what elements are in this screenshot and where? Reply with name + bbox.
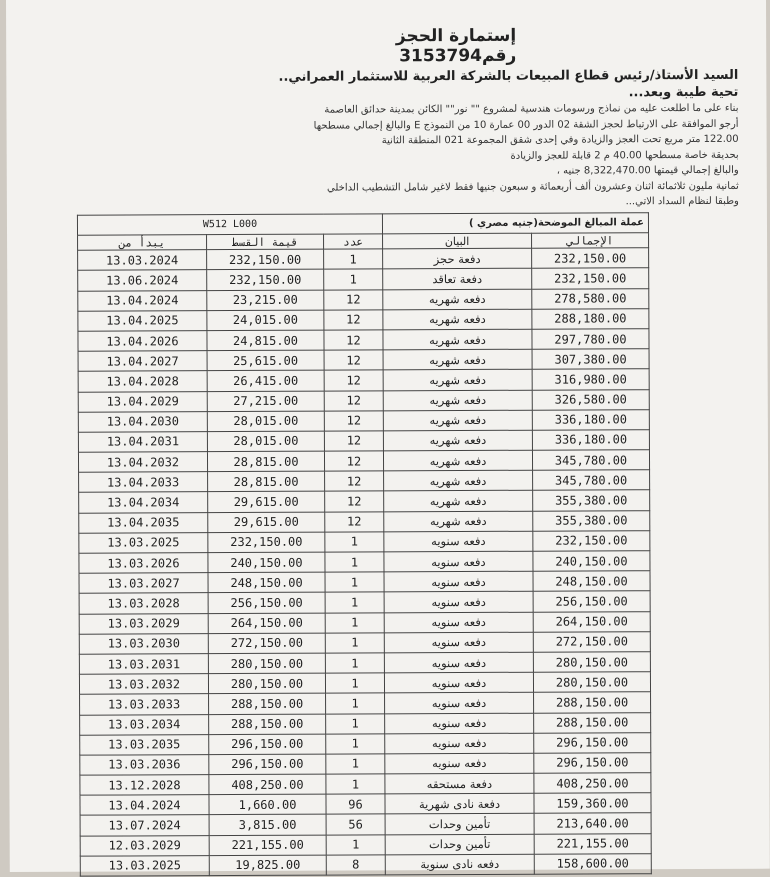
- cell-statement: دفعه سنويه: [384, 531, 533, 552]
- cell-count: 12: [324, 310, 383, 330]
- cell-total: 158,600.00: [534, 854, 651, 875]
- cell-start-date: 13.04.2027: [78, 351, 207, 372]
- cell-installment: 408,250.00: [209, 774, 326, 795]
- cell-start-date: 13.04.2032: [78, 452, 207, 473]
- letter-line: أرجو الموافقة على الارتباط لحجز الشقة 02 الدور 00 عمارة 10 من النموذج E والبالغ إجمالي مسطحها: [313, 118, 739, 132]
- table-row: [79, 531, 650, 554]
- cell-statement: دفعه شهريه: [383, 329, 532, 350]
- cell-statement: دفعه شهريه: [383, 410, 532, 431]
- cell-count: 12: [324, 370, 383, 390]
- cell-total: 307,380.00: [532, 349, 649, 370]
- cell-start-date: 13.03.2027: [79, 573, 208, 594]
- table-row: [78, 288, 649, 311]
- cell-installment: 24,815.00: [207, 330, 324, 351]
- letter-paragraph: [58, 101, 738, 212]
- table-row: [80, 813, 651, 836]
- cell-statement: دفعه سنويه: [385, 733, 534, 754]
- cell-statement: دفعه سنويه: [384, 652, 533, 673]
- table-row: [80, 793, 651, 816]
- cell-statement: دفعه سنويه: [384, 612, 533, 633]
- cell-start-date: 13.03.2032: [79, 674, 208, 695]
- cell-statement: دفعه شهريه: [383, 430, 532, 451]
- cell-total: 159,360.00: [534, 793, 651, 814]
- table-row: [80, 732, 651, 755]
- cell-total: 288,150.00: [534, 712, 651, 733]
- table-row: [78, 430, 649, 453]
- cell-count: 1: [325, 572, 384, 592]
- cell-count: 1: [324, 249, 383, 269]
- cell-installment: 24,015.00: [207, 310, 324, 331]
- table-row: [80, 854, 651, 877]
- cell-installment: 27,215.00: [207, 391, 324, 412]
- salutation-greeting: تحية طيبة وبعد...: [628, 84, 739, 101]
- cell-total: 288,150.00: [534, 692, 651, 713]
- cell-statement: دفعه شهريه: [384, 470, 533, 491]
- cell-total: 248,150.00: [533, 571, 650, 592]
- table-row: [79, 571, 650, 594]
- cell-installment: 3,815.00: [209, 815, 326, 836]
- table-row: [78, 268, 649, 291]
- cell-start-date: 13.03.2026: [79, 553, 208, 574]
- table-row: [79, 611, 650, 634]
- table-row: [79, 551, 650, 574]
- header-installment: قيمة القسط: [207, 234, 324, 250]
- cell-start-date: 13.04.2031: [78, 432, 207, 453]
- cell-statement: دفعه سنويه: [384, 672, 533, 693]
- letter-body: [58, 67, 739, 212]
- cell-total: 256,150.00: [533, 591, 650, 612]
- cell-count: 1: [325, 612, 384, 632]
- cell-statement: دفعه شهريه: [383, 349, 532, 370]
- cell-installment: 296,150.00: [209, 754, 326, 775]
- cell-statement: دفعة مستحقه: [385, 773, 534, 794]
- cell-total: 345,780.00: [532, 450, 649, 471]
- cell-installment: 1,660.00: [209, 794, 326, 815]
- cell-start-date: 12.03.2029: [80, 835, 209, 856]
- cell-count: 12: [324, 451, 383, 471]
- cell-installment: 28,015.00: [207, 411, 324, 432]
- cell-installment: 29,615.00: [208, 512, 325, 533]
- cell-statement: دفعه شهريه: [384, 511, 533, 532]
- cell-total: 408,250.00: [534, 773, 651, 794]
- cell-statement: دفعة حجز: [383, 248, 532, 269]
- cell-count: 12: [324, 350, 383, 370]
- currency-label: عملة المبالغ الموضحة(جنيه مصري ): [382, 213, 648, 234]
- table-row: [79, 631, 650, 654]
- cell-statement: دفعه سنويه: [384, 592, 533, 613]
- reservation-form-page: [6, 0, 770, 872]
- cell-statement: دفعه سنويه: [385, 753, 534, 774]
- cell-total: 288,180.00: [532, 308, 649, 329]
- salutation-recipient: السيد الأستاذ/رئيس قطاع المبيعات بالشركة العربية للاستثمار العمراني..: [278, 67, 739, 85]
- cell-statement: دفعه شهريه: [383, 289, 532, 310]
- cell-start-date: 13.04.2030: [78, 411, 207, 432]
- cell-statement: تأمين وحدات: [385, 834, 534, 855]
- cell-statement: دفعه شهريه: [384, 491, 533, 512]
- table-row: [79, 470, 650, 493]
- cell-statement: دفعه سنويه: [385, 693, 534, 714]
- header-total: الإجمالي: [532, 233, 649, 249]
- letter-line: والبالغ إجمالي قيمتها 8,322,470.00 جنيه ،: [556, 164, 739, 177]
- cell-count: 12: [324, 289, 383, 309]
- cell-start-date: 13.03.2031: [79, 654, 208, 675]
- cell-count: 12: [324, 330, 383, 350]
- cell-start-date: 13.04.2024: [80, 795, 209, 816]
- cell-count: 1: [326, 754, 385, 774]
- cell-start-date: 13.03.2034: [80, 714, 209, 735]
- cell-statement: تأمين وحدات: [385, 814, 534, 835]
- cell-total: 336,180.00: [532, 430, 649, 451]
- cell-count: 12: [324, 411, 383, 431]
- table-row: [78, 450, 649, 473]
- cell-count: 1: [325, 552, 384, 572]
- table-row: [78, 409, 649, 432]
- cell-count: 1: [325, 532, 384, 552]
- cell-total: 232,150.00: [533, 531, 650, 552]
- letter-line: وطبقا لنظام السداد الاتي...: [625, 195, 739, 208]
- cell-total: 278,580.00: [532, 288, 649, 309]
- cell-installment: 28,815.00: [208, 471, 325, 492]
- table-row: [80, 753, 651, 776]
- table-banner: [77, 213, 648, 236]
- cell-start-date: 13.04.2033: [79, 472, 208, 493]
- cell-count: 1: [325, 653, 384, 673]
- cell-installment: 296,150.00: [209, 734, 326, 755]
- header-start-date: يبدأ من: [78, 235, 207, 251]
- cell-count: 1: [326, 713, 385, 733]
- cell-total: 221,155.00: [534, 833, 651, 854]
- cell-start-date: 13.03.2030: [79, 633, 208, 654]
- cell-start-date: 13.12.2028: [80, 775, 209, 796]
- cell-total: 355,380.00: [533, 490, 650, 511]
- cell-start-date: 13.03.2024: [78, 250, 207, 271]
- letter-line: بحديقة خاصة مسطحها 40.00 م 2 قابلة للعجز والزيادة: [510, 149, 739, 162]
- cell-total: 297,780.00: [532, 329, 649, 350]
- cell-installment: 25,615.00: [207, 350, 324, 371]
- table-row: [78, 369, 649, 392]
- cell-count: 8: [326, 855, 385, 875]
- cell-start-date: 13.04.2034: [79, 492, 208, 513]
- cell-count: 96: [326, 794, 385, 814]
- cell-count: 1: [325, 592, 384, 612]
- cell-installment: 264,150.00: [208, 613, 325, 634]
- cell-installment: 26,415.00: [207, 370, 324, 391]
- cell-installment: 221,155.00: [209, 835, 326, 856]
- table-row: [79, 652, 650, 675]
- cell-total: 280,150.00: [533, 652, 650, 673]
- cell-total: 355,380.00: [533, 510, 650, 531]
- cell-start-date: 13.06.2024: [78, 270, 207, 291]
- letter-line: بناء على ما اطلعت عليه من نماذج ورسومات هندسية لمشروع "" نور"" الكائن بمدينة حدائق العاصمة: [324, 102, 739, 116]
- cell-count: 1: [325, 633, 384, 653]
- cell-total: 316,980.00: [532, 369, 649, 390]
- cell-total: 272,150.00: [533, 631, 650, 652]
- form-title: إستمارة الحجز رقم3153794: [395, 25, 517, 67]
- cell-start-date: 13.03.2025: [80, 855, 209, 876]
- cell-count: 1: [326, 774, 385, 794]
- cell-total: 240,150.00: [533, 551, 650, 572]
- unit-codes: W512 L000: [77, 214, 382, 236]
- cell-statement: دفعه شهريه: [383, 390, 532, 411]
- cell-start-date: 13.04.2029: [78, 391, 207, 412]
- table-row: [79, 490, 650, 513]
- cell-count: 12: [325, 491, 384, 511]
- table-row: [79, 672, 650, 695]
- cell-installment: 232,150.00: [207, 249, 324, 270]
- cell-installment: 248,150.00: [208, 572, 325, 593]
- cell-statement: دفعة تعاقد: [383, 269, 532, 290]
- cell-installment: 232,150.00: [207, 269, 324, 290]
- cell-installment: 280,150.00: [208, 653, 325, 674]
- cell-installment: 256,150.00: [208, 592, 325, 613]
- table-row: [79, 591, 650, 614]
- table-row: [78, 389, 649, 412]
- table-row: [78, 329, 649, 352]
- cell-count: 12: [324, 431, 383, 451]
- cell-start-date: 13.04.2024: [78, 290, 207, 311]
- cell-installment: 240,150.00: [208, 552, 325, 573]
- cell-total: 296,150.00: [534, 732, 651, 753]
- cell-total: 280,150.00: [533, 672, 650, 693]
- cell-count: 1: [326, 734, 385, 754]
- cell-start-date: 13.03.2035: [80, 734, 209, 755]
- cell-statement: دفعه شهريه: [383, 309, 532, 330]
- table-row: [78, 308, 649, 331]
- letter-line: ثمانية مليون ثلاثمائة اثنان وعشرون ألف أربعمائة و سبعون جنيها فقط لاغير شامل التشطيب الداخلي: [327, 180, 739, 194]
- cell-count: 12: [325, 511, 384, 531]
- cell-start-date: 13.04.2035: [79, 512, 208, 533]
- cell-count: 1: [324, 269, 383, 289]
- cell-total: 345,780.00: [533, 470, 650, 491]
- table-row: [80, 833, 651, 856]
- table-row: [78, 248, 649, 271]
- cell-statement: دفعه سنويه: [384, 551, 533, 572]
- cell-total: 326,580.00: [532, 389, 649, 410]
- cell-start-date: 13.03.2036: [80, 754, 209, 775]
- cell-count: 12: [325, 471, 384, 491]
- table-row: [78, 349, 649, 372]
- header-statement: البيان: [383, 233, 532, 249]
- table-row: [80, 773, 651, 796]
- cell-installment: 272,150.00: [208, 633, 325, 654]
- cell-total: 264,150.00: [533, 611, 650, 632]
- cell-total: 336,180.00: [532, 409, 649, 430]
- letter-line: 122.00 متر مربع تحت العجز والزيادة وفي إحدى شقق المجموعة 021 المنطقة الثانية: [381, 133, 739, 147]
- cell-start-date: 13.04.2028: [78, 371, 207, 392]
- table-row: [80, 712, 651, 735]
- cell-installment: 28,015.00: [207, 431, 324, 452]
- table-row: [80, 692, 651, 715]
- cell-statement: دفعه سنويه: [384, 632, 533, 653]
- header-count: عدد: [324, 234, 383, 249]
- cell-count: 56: [326, 814, 385, 834]
- cell-count: 1: [326, 693, 385, 713]
- cell-start-date: 13.03.2029: [79, 613, 208, 634]
- table-row: [79, 510, 650, 533]
- cell-installment: 288,150.00: [209, 714, 326, 735]
- cell-start-date: 13.03.2025: [79, 532, 208, 553]
- cell-total: 296,150.00: [534, 753, 651, 774]
- cell-start-date: 13.03.2033: [80, 694, 209, 715]
- cell-installment: 280,150.00: [208, 673, 325, 694]
- cell-statement: دفعه سنويه: [385, 713, 534, 734]
- cell-start-date: 13.07.2024: [80, 815, 209, 836]
- cell-installment: 232,150.00: [208, 532, 325, 553]
- cell-statement: دفعة نادى شهرية: [385, 793, 534, 814]
- cell-start-date: 13.04.2025: [78, 310, 207, 331]
- cell-count: 12: [324, 390, 383, 410]
- cell-statement: دفعه نادى سنوية: [385, 854, 534, 875]
- cell-installment: 29,615.00: [208, 492, 325, 513]
- cell-installment: 19,825.00: [209, 855, 326, 876]
- cell-installment: 23,215.00: [207, 290, 324, 311]
- cell-statement: دفعه سنويه: [384, 571, 533, 592]
- payment-schedule-table: [77, 212, 652, 876]
- cell-statement: دفعه شهريه: [383, 370, 532, 391]
- cell-count: 1: [326, 834, 385, 854]
- cell-count: 1: [325, 673, 384, 693]
- cell-total: 213,640.00: [534, 813, 651, 834]
- cell-start-date: 13.03.2028: [79, 593, 208, 614]
- cell-statement: دفعه شهريه: [383, 450, 532, 471]
- cell-total: 232,150.00: [532, 268, 649, 289]
- cell-installment: 28,815.00: [207, 451, 324, 472]
- cell-total: 232,150.00: [532, 248, 649, 269]
- cell-installment: 288,150.00: [209, 693, 326, 714]
- cell-start-date: 13.04.2026: [78, 331, 207, 352]
